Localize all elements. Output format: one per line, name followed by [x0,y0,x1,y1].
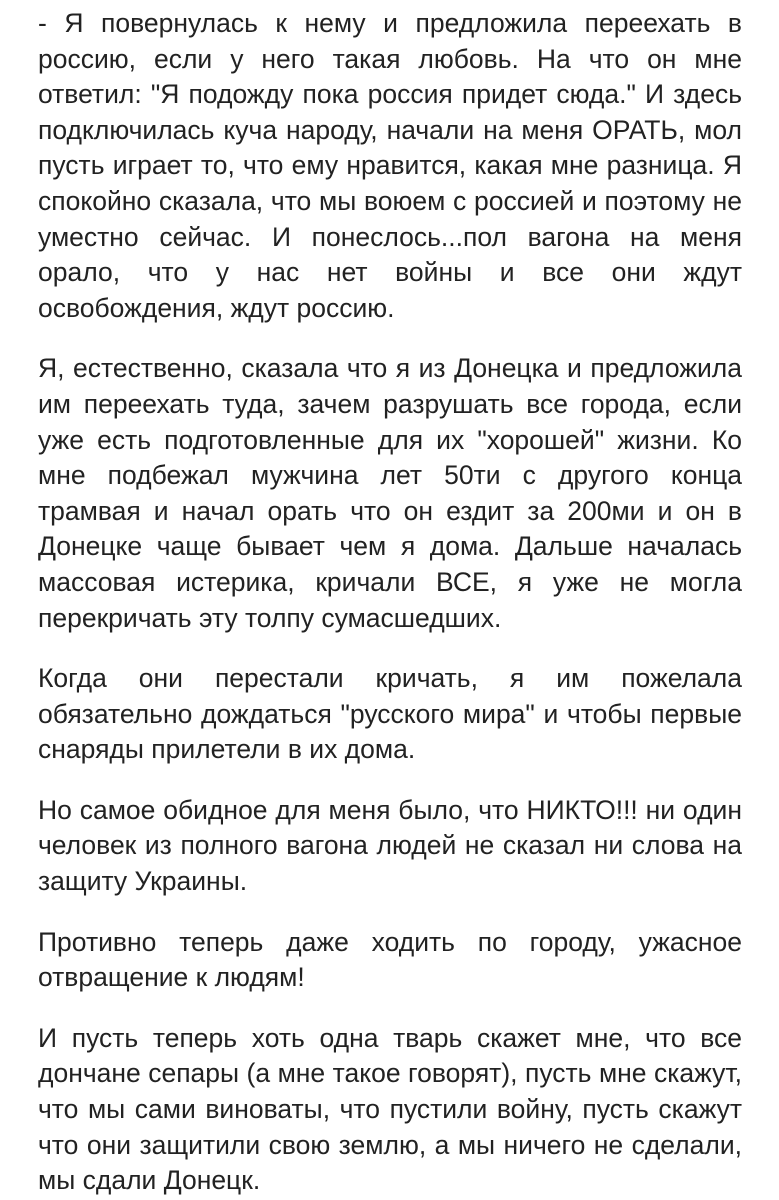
paragraph-5: Противно теперь даже ходить по городу, ужасное отвращение к людям! [38,926,742,993]
paragraph-6: И пусть теперь хоть одна тварь скажет мне, что все дончане сепары (а мне такое говорят), пусть мне скажут, что мы сами виноваты, что пустили войну, пусть скажут что они защитили свою землю, а мы ничего не сделали, мы сдали Донецк. [38,1022,742,1196]
paragraph-3: Когда они перестали кричать, я им пожелала обязательно дождаться "русского мира" и чтобы первые снаряды прилетели в их дома. [38,663,742,765]
article-body [38,6,742,1199]
paragraph-1: - Я повернулась к нему и предложила переехать в россию, если у него такая любовь. На что он мне ответил: "Я подожду пока россия придет сюда." И здесь подключилась куча народу, начали на меня ОРАТЬ, мол пусть играет то, что ему нравится, какая мне разница. Я спокойно сказала, что мы воюем с россией и поэтому не уместно сейчас. И понеслось...пол вагона на меня орало, что у нас нет войны и все они ждут освобождения, ждут россию. [38,8,742,323]
paragraph-4: Но самое обидное для меня было, что НИКТО!!! ни один человек из полного вагона людей не сказал ни слова на защиту Украины. [38,794,742,897]
paragraph-2: Я, естественно, сказала что я из Донецка и предложила им переехать туда, зачем разрушать все города, если уже есть подготовленные для их "хорошей" жизни. Ко мне подбежал мужчина лет 50ти с другого конца трамвая и начал орать что он ездит за 200ми и он в Донецке чаще бывает чем я дома. Дальше началась массовая истерика, кричали ВСЕ, я уже не могла перекричать эту толпу сумасшедших. [38,353,742,633]
